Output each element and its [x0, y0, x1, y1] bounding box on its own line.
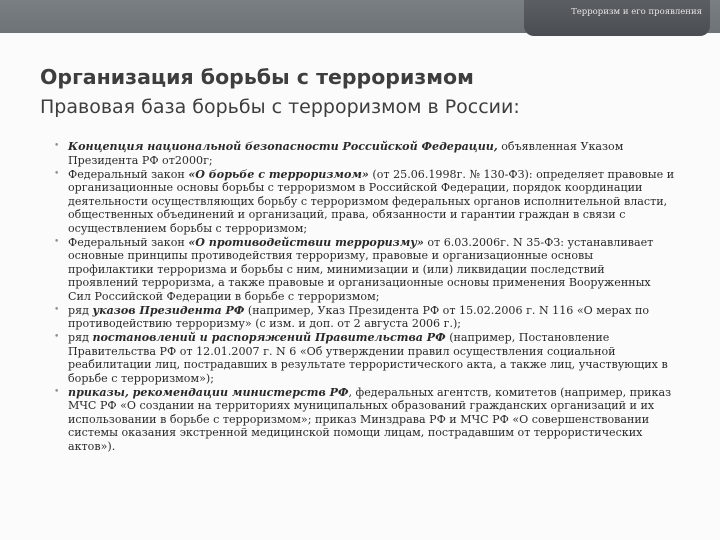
bullet-emphasis: приказы, рекомендации министерств РФ: [68, 385, 349, 399]
bullet-item: [46, 236, 676, 304]
bullet-text: (например, Указ Президента РФ от 15.02.2006 г. N 116 «О мерах по противодействию терроризму» (с изм. и доп. от 2 августа 2006 г.);: [68, 303, 650, 330]
header-tab-text: Терроризм и его проявления: [571, 7, 702, 17]
title-main: Организация борьбы с терроризмом: [40, 65, 474, 89]
bullet-item: [46, 168, 676, 236]
bullet-item: [46, 304, 676, 331]
title-subtitle: Правовая база борьбы с терроризмом в России:: [40, 96, 520, 118]
bullet-lead: ряд: [68, 331, 93, 344]
bullet-text: объявленная Указом Президента РФ от2000г;: [68, 140, 624, 167]
bullet-text: (от 25.06.1998г. № 130-ФЗ): определяет правовые и организационные основы борьбы с терроризмом в Российской Федерации, порядок координации деятельности осуществляющих борьбу с терроризмом федеральных органов исполнительной власти, общественных объединений и организаций, права, обязанности и гарантии граждан в связи с осуществлением борьбы с терроризмом;: [68, 167, 675, 235]
bullet-dot-icon: •: [54, 236, 60, 247]
bullet-emphasis: указов Президента РФ: [92, 303, 245, 317]
bullet-dot-icon: •: [54, 386, 60, 397]
bullet-emphasis: постановлений и распоряжений Правительства РФ: [92, 331, 446, 344]
bullet-item: [46, 386, 676, 454]
bullet-dot-icon: •: [54, 304, 60, 315]
bullet-text: , федеральных агентств, комитетов (например, приказ МЧС РФ «О создании на территориях муниципальных образований гражданских организаций и их использовании в борьбе с терроризмом»; приказ Минздрава РФ и МЧС РФ «О совершенствовании системы оказания экстренной медицинской помощи лицам, пострадавшим от террористических актов»).: [68, 385, 672, 453]
bullet-dot-icon: •: [54, 141, 60, 151]
bullet-dot-icon: •: [54, 168, 60, 179]
bullet-emphasis: Концепция национальной безопасности Российской Федерации,: [68, 140, 498, 153]
bullet-lead: Федеральный закон: [68, 235, 189, 249]
bullet-text: от 6.03.2006г. N 35-ФЗ: устанавливает основные принципы противодействия терроризму, правовые и организационные основы профилактики терроризма и борьбы с ним, минимизации и (или) ликвидации последствий проявлений терроризма, а также правовые и организационные основы применения Вооруженных Сил Российской Федерации в борьбе с терроризмом;: [68, 235, 654, 303]
header-tab: [524, 0, 710, 36]
bullet-emphasis: «О противодействии терроризму»: [188, 235, 424, 249]
bullet-item: [46, 140, 676, 167]
bullet-item: [46, 331, 676, 385]
bullet-lead: ряд: [68, 303, 93, 317]
slide-title: [40, 62, 690, 122]
bullet-emphasis: «О борьбе с терроризмом»: [188, 167, 369, 181]
bullet-text: (например, Постановление Правительства РФ от 12.01.2007 г. N 6 «Об утверждении правил осуществления социальной реабилитации лиц, пострадавших в результате террористического акта, а также лиц, участвующих в борьбе с терроризмом»);: [68, 331, 668, 385]
bullet-lead: Федеральный закон: [68, 167, 189, 181]
bullet-dot-icon: •: [54, 332, 60, 342]
bullet-list: [46, 140, 676, 454]
